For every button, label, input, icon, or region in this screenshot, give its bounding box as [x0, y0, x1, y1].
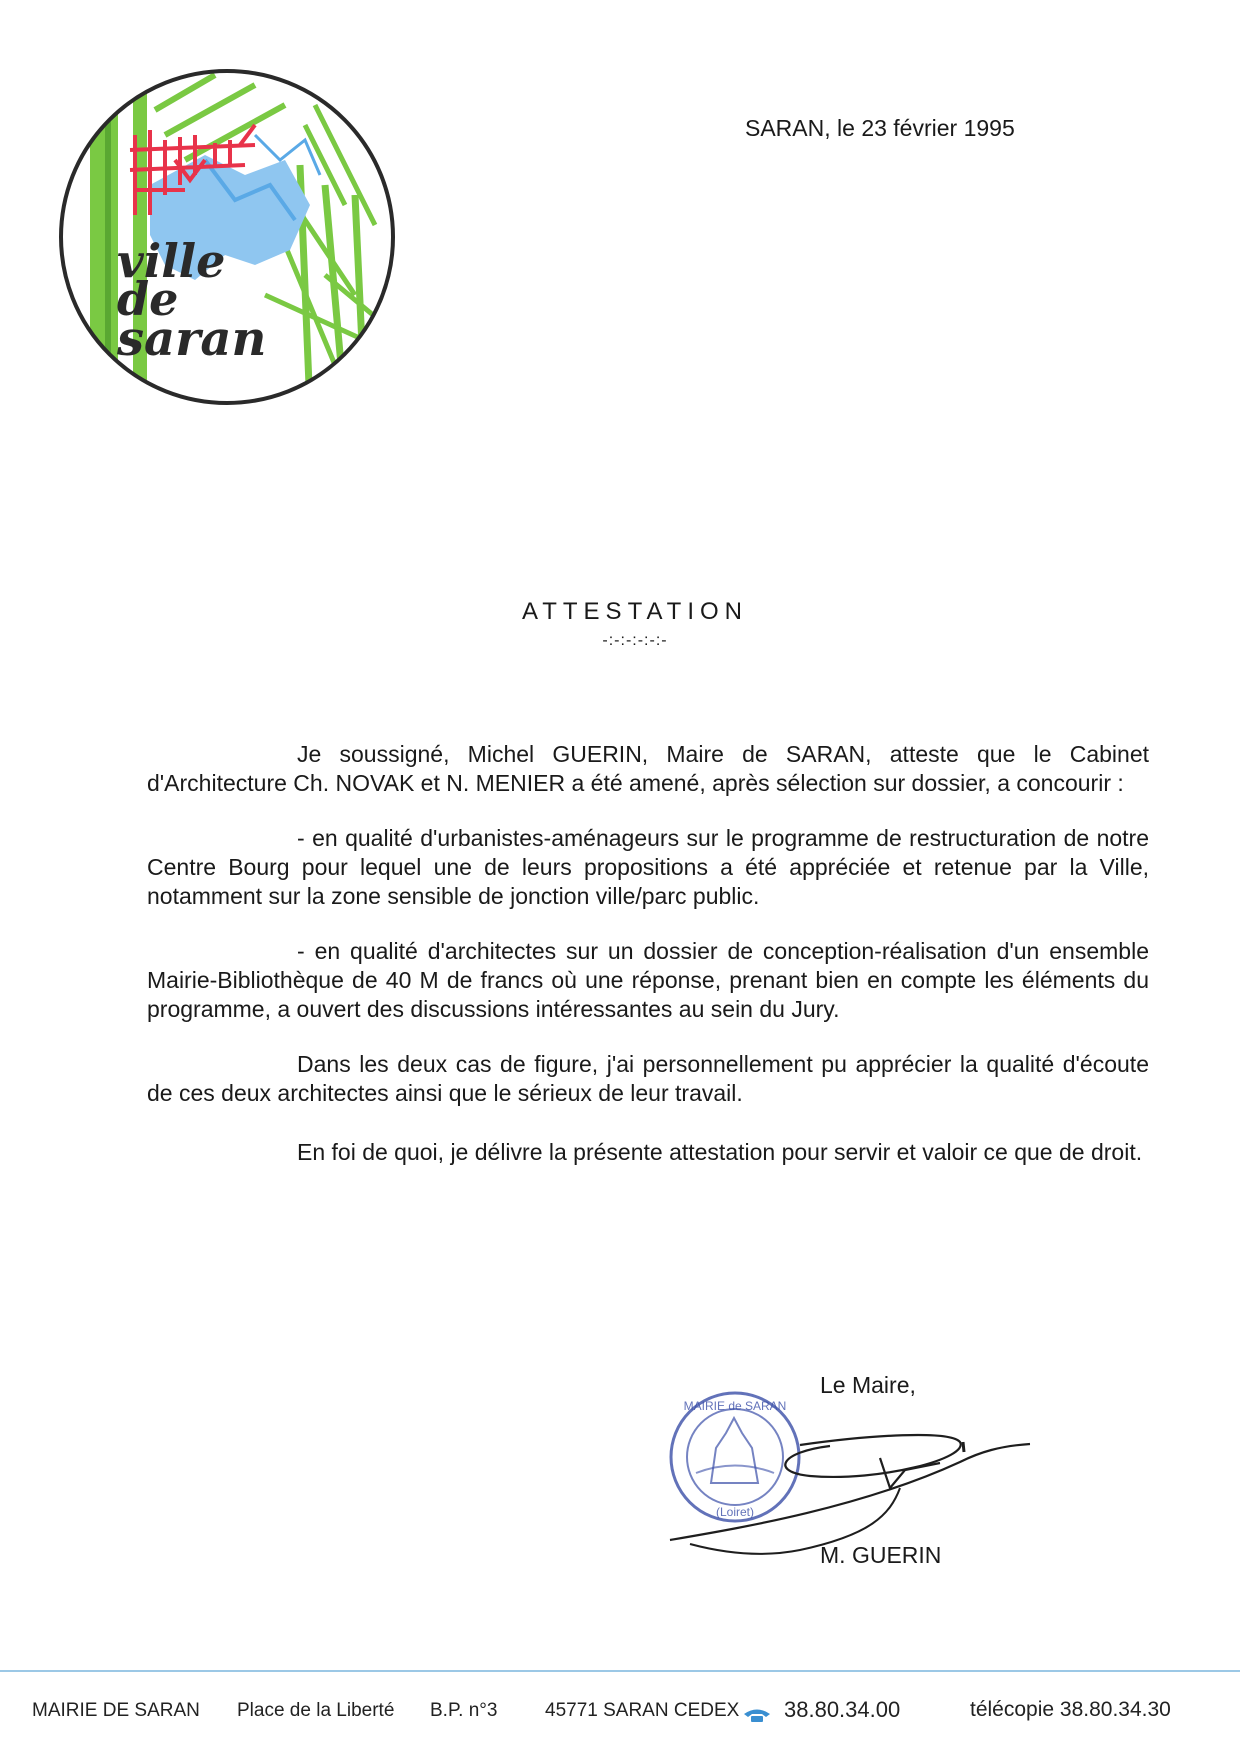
svg-text:saran: saran [117, 311, 267, 367]
ville-de-saran-logo [55, 65, 400, 410]
paragraph-closing: En foi de quoi, je délivre la présente attestation pour servir et valoir ce que de droit. [297, 1139, 1143, 1165]
document-date: SARAN, le 23 février 1995 [745, 115, 1015, 141]
paragraph-architecture: - en qualité d'architectes sur un dossier de conception-réalisation d'un ensemble Mairie-Bibliothèque de 40 M de francs où une réponse, prenant bien en compte les éléments du programme, a ouvert des discussions intéressantes au sein du Jury. [147, 938, 1149, 1022]
signature-label: Le Maire, [820, 1372, 916, 1398]
footer-phone-number: 38.80.34.00 [784, 1697, 901, 1722]
footer-po-box: B.P. n°3 [430, 1700, 498, 1721]
svg-text:de: de [117, 272, 179, 326]
footer-divider [0, 1670, 1240, 1672]
attestation-body [147, 740, 1149, 1193]
footer-city: 45771 SARAN CEDEX [545, 1700, 740, 1721]
paragraph-appreciation: Dans les deux cas de figure, j'ai personnellement pu apprécier la qualité d'écoute de ces deux architectes ainsi que le sérieux de leur travail. [147, 1051, 1149, 1106]
telephone-icon [742, 1703, 772, 1719]
footer-org: MAIRIE DE SARAN [32, 1700, 200, 1721]
footer-fax: télécopie 38.80.34.30 [970, 1698, 1171, 1721]
svg-text:ville: ville [117, 234, 226, 288]
document-title: ATTESTATION [522, 598, 748, 625]
paragraph-intro: Je soussigné, Michel GUERIN, Maire de SARAN, atteste que le Cabinet d'Architecture Ch. NOVAK et N. MENIER a été amené, après sélection sur dossier, a concourir : [147, 741, 1149, 796]
logo-emblem [55, 65, 400, 410]
svg-text:(Loiret): (Loiret) [715, 1505, 755, 1519]
svg-text:MAIRIE de SARAN: MAIRIE de SARAN [683, 1399, 787, 1413]
footer-address: Place de la Liberté [237, 1700, 395, 1721]
paragraph-urbanism: - en qualité d'urbanistes-aménageurs sur le programme de restructuration de notre Centre Bourg pour lequel une de leurs propositions a été appréciée et retenue par la Ville, notamment sur la zone sensible de jonction ville/parc public. [147, 825, 1149, 909]
footer-phone [742, 1697, 900, 1723]
title-decoration: -:-:-:-:-:- [602, 632, 668, 649]
signer-name: M. GUERIN [820, 1542, 942, 1568]
